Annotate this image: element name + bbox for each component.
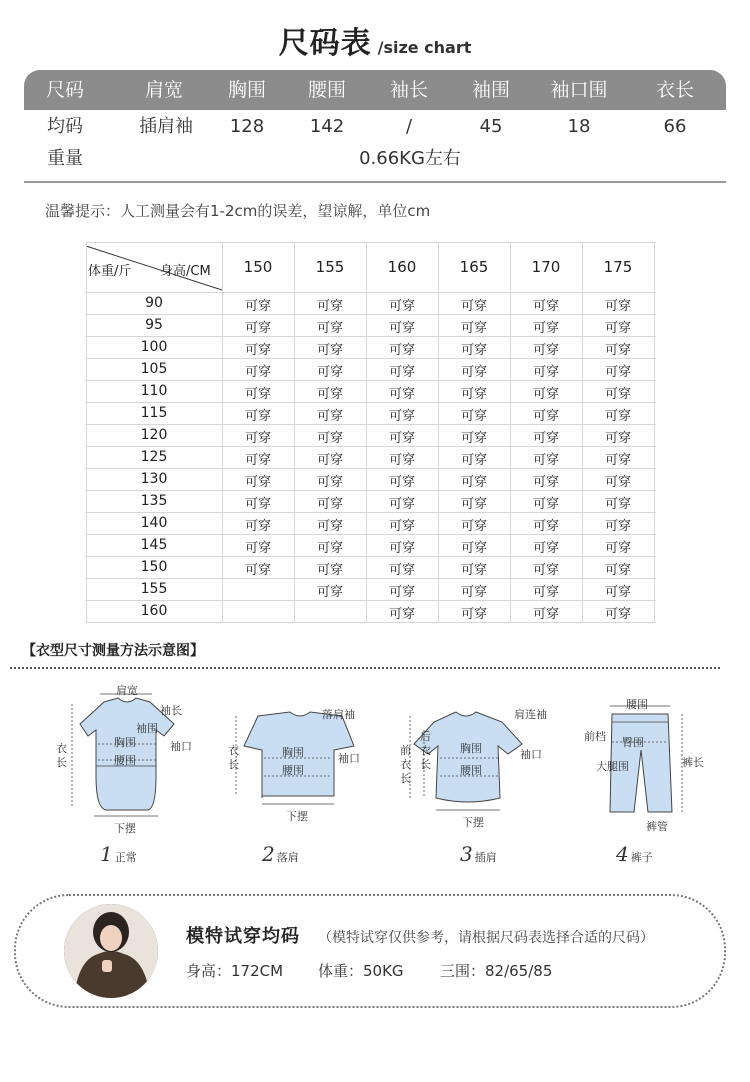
fit-cell: 可穿 [532, 321, 559, 336]
fit-cell: 可穿 [604, 475, 631, 490]
label-length: 衣长 [228, 744, 239, 771]
caption-normal: 1 正常 [100, 842, 137, 866]
model-height: 身高：172CM [186, 962, 284, 980]
label-rise: 前档 [584, 730, 606, 743]
figure-normal [52, 684, 202, 834]
corner-height-label: 身高/CM [160, 264, 211, 279]
fit-cell: 可穿 [460, 607, 487, 622]
height-header: 175 [603, 258, 633, 276]
label-hem: 下摆 [286, 810, 308, 823]
cell-size: 均码 [47, 116, 83, 137]
fit-cell: 可穿 [532, 299, 559, 314]
cell-sleeve-circ: 45 [479, 116, 503, 137]
header-sleeve-circ: 袖围 [471, 79, 510, 101]
fit-cell: 可穿 [388, 607, 415, 622]
label-shoulder: 肩宽 [116, 684, 138, 697]
fit-cell: 可穿 [604, 299, 631, 314]
height-header: 170 [531, 258, 561, 276]
fit-cell: 可穿 [532, 365, 559, 380]
figure-raglan [398, 700, 558, 830]
fit-cell: 可穿 [604, 431, 631, 446]
height-header: 150 [243, 258, 273, 276]
cell-length: 66 [663, 116, 687, 137]
label-thigh: 大腿围 [596, 760, 629, 773]
fit-cell: 可穿 [244, 387, 271, 402]
cell-cuff: 18 [567, 116, 591, 137]
fit-cell: 可穿 [244, 497, 271, 512]
height-header: 155 [315, 258, 345, 276]
weight-row-label: 95 [145, 317, 163, 333]
weight-row-label: 125 [140, 449, 168, 465]
fit-cell: 可穿 [316, 321, 343, 336]
fit-cell: 可穿 [532, 343, 559, 358]
grid-line [86, 534, 656, 535]
fit-cell: 可穿 [460, 497, 487, 512]
figure-pants [584, 698, 714, 833]
grid-line [86, 578, 656, 579]
weight-row-label: 105 [140, 361, 168, 377]
grid-line [86, 556, 656, 557]
fit-cell: 可穿 [604, 541, 631, 556]
cell-sleeve-length: / [405, 116, 413, 137]
label-hip: 臀围 [622, 736, 644, 749]
grid-line [654, 242, 655, 622]
fit-cell: 可穿 [604, 563, 631, 578]
label-hem: 下摆 [462, 816, 484, 829]
label-chest: 胸围 [114, 736, 136, 749]
fit-cell: 可穿 [532, 387, 559, 402]
label-cuff: 袖口 [170, 740, 192, 753]
fit-cell: 可穿 [244, 365, 271, 380]
fit-cell: 可穿 [388, 365, 415, 380]
fit-cell: 可穿 [244, 563, 271, 578]
fit-cell: 可穿 [388, 299, 415, 314]
fit-cell: 可穿 [388, 497, 415, 512]
grid-line [86, 336, 656, 337]
model-photo [64, 904, 158, 998]
fit-cell: 可穿 [460, 453, 487, 468]
size-table-header [24, 70, 726, 110]
label-chest: 胸围 [460, 742, 482, 755]
fit-cell: 可穿 [388, 321, 415, 336]
fit-cell: 可穿 [532, 409, 559, 424]
fit-cell: 可穿 [460, 387, 487, 402]
measurement-tip: 温馨提示：人工测量会有1-2cm的误差，望谅解，单位cm [45, 202, 431, 220]
model-measurements: 三围：82/65/85 [440, 962, 553, 980]
weight-value: 0.66KG左右 [359, 148, 461, 169]
label-back-length: 后衣长 [420, 730, 431, 771]
cell-waist: 142 [309, 116, 345, 137]
label-cuff: 袖口 [520, 748, 542, 761]
fit-cell: 可穿 [460, 519, 487, 534]
fit-cell: 可穿 [244, 321, 271, 336]
fit-cell: 可穿 [316, 563, 343, 578]
fit-cell: 可穿 [532, 607, 559, 622]
fit-cell: 可穿 [532, 453, 559, 468]
fit-cell: 可穿 [388, 519, 415, 534]
grid-line [86, 292, 656, 293]
fit-cell: 可穿 [388, 343, 415, 358]
model-title: 模特试穿均码 [186, 926, 300, 947]
fit-cell: 可穿 [604, 607, 631, 622]
header-sleeve-length: 袖长 [389, 79, 428, 101]
header-length: 衣长 [655, 79, 694, 101]
fit-cell: 可穿 [316, 541, 343, 556]
fit-cell: 可穿 [244, 541, 271, 556]
fit-cell: 可穿 [316, 497, 343, 512]
label-pant-length: 裤长 [682, 756, 704, 769]
label-hem: 下摆 [114, 822, 136, 835]
header-cuff: 袖口围 [550, 79, 608, 101]
grid-line [86, 512, 656, 513]
caption-drop-shoulder: 2 落肩 [262, 842, 299, 866]
measure-section-title: 【衣型尺寸测量方法示意图】 [22, 643, 204, 659]
grid-line [86, 600, 656, 601]
fit-cell: 可穿 [532, 431, 559, 446]
fit-cell: 可穿 [460, 563, 487, 578]
title-sub: /size chart [377, 38, 472, 57]
grid-line [86, 380, 656, 381]
fit-cell: 可穿 [388, 475, 415, 490]
fit-cell: 可穿 [460, 299, 487, 314]
fit-cell: 可穿 [604, 343, 631, 358]
fit-cell: 可穿 [532, 563, 559, 578]
fit-cell: 可穿 [316, 585, 343, 600]
grid-line [86, 490, 656, 491]
weight-row-label: 120 [140, 427, 168, 443]
fit-cell: 可穿 [316, 387, 343, 402]
fit-cell: 可穿 [244, 475, 271, 490]
figure-drop-shoulder [228, 700, 378, 830]
fit-cell: 可穿 [604, 585, 631, 600]
fit-cell: 可穿 [532, 585, 559, 600]
title-main: 尺码表 [278, 26, 372, 61]
fit-cell: 可穿 [532, 519, 559, 534]
label-cuff: 袖口 [338, 752, 360, 765]
label-waist: 腰围 [114, 754, 136, 767]
fit-cell: 可穿 [388, 585, 415, 600]
dotted-divider [10, 667, 720, 669]
weight-row-label: 145 [140, 537, 168, 553]
model-avatar [64, 904, 158, 998]
fit-cell: 可穿 [604, 519, 631, 534]
height-header: 165 [459, 258, 489, 276]
fit-cell: 可穿 [388, 541, 415, 556]
fit-cell: 可穿 [316, 519, 343, 534]
grid-line [86, 446, 656, 447]
label-front-length: 前衣长 [400, 744, 411, 785]
fit-cell: 可穿 [604, 387, 631, 402]
weight-row-label: 110 [140, 383, 168, 399]
fit-cell: 可穿 [244, 431, 271, 446]
caption-raglan: 3 插肩 [460, 842, 497, 866]
fit-cell: 可穿 [316, 453, 343, 468]
label-waist: 腰围 [626, 698, 648, 711]
fit-cell: 可穿 [316, 343, 343, 358]
fit-cell: 可穿 [532, 497, 559, 512]
fit-cell: 可穿 [244, 343, 271, 358]
fit-cell: 可穿 [532, 475, 559, 490]
grid-line [86, 424, 656, 425]
model-note: （模特试穿仅供参考，请根据尺码表选择合适的尺码） [318, 930, 654, 946]
header-size: 尺码 [45, 79, 84, 101]
grid-line [86, 314, 656, 315]
fit-cell: 可穿 [460, 365, 487, 380]
fit-cell: 可穿 [604, 321, 631, 336]
fit-cell: 可穿 [460, 585, 487, 600]
fit-cell: 可穿 [532, 541, 559, 556]
fit-cell: 可穿 [244, 519, 271, 534]
header-waist: 腰围 [307, 79, 346, 101]
weight-row-label: 90 [145, 295, 163, 311]
fit-cell: 可穿 [244, 409, 271, 424]
grid-line [86, 468, 656, 469]
weight-row-label: 155 [140, 581, 168, 597]
fit-cell: 可穿 [316, 431, 343, 446]
weight-row-label: 115 [140, 405, 168, 421]
header-shoulder: 肩宽 [144, 79, 183, 101]
weight-row-label: 130 [140, 471, 168, 487]
fit-cell: 可穿 [460, 321, 487, 336]
fit-cell: 可穿 [244, 299, 271, 314]
corner-weight-label: 体重/斤 [88, 264, 132, 279]
label-chest: 胸围 [282, 746, 304, 759]
weight-label: 重量 [47, 148, 83, 169]
weight-row-label: 160 [140, 603, 168, 619]
fit-cell: 可穿 [460, 541, 487, 556]
weight-row-label: 140 [140, 515, 168, 531]
cell-shoulder: 插肩袖 [139, 116, 193, 137]
fit-cell: 可穿 [604, 453, 631, 468]
label-sleeve-length: 袖长 [160, 704, 182, 717]
weight-row-label: 100 [140, 339, 168, 355]
page-title [0, 18, 750, 62]
grid-line [86, 402, 656, 403]
fit-grid [86, 242, 656, 622]
grid-line [86, 242, 656, 243]
caption-pants: 4 裤子 [616, 842, 653, 866]
grid-line [86, 358, 656, 359]
fit-cell: 可穿 [388, 409, 415, 424]
fit-cell: 可穿 [316, 409, 343, 424]
label-raglan: 肩连袖 [514, 708, 547, 721]
fit-cell: 可穿 [460, 409, 487, 424]
label-drop-sleeve: 落肩袖 [322, 708, 355, 721]
table-divider [24, 181, 726, 183]
fit-cell: 可穿 [316, 475, 343, 490]
fit-cell: 可穿 [388, 431, 415, 446]
fit-cell: 可穿 [388, 453, 415, 468]
fit-cell: 可穿 [604, 409, 631, 424]
header-chest: 胸围 [227, 79, 266, 101]
fit-cell: 可穿 [316, 299, 343, 314]
label-leg-opening: 裤管 [646, 820, 668, 833]
fit-cell: 可穿 [460, 475, 487, 490]
fit-cell: 可穿 [604, 497, 631, 512]
label-length: 衣长 [56, 742, 67, 769]
model-weight: 体重：50KG [318, 962, 404, 980]
fit-cell: 可穿 [460, 431, 487, 446]
cell-chest: 128 [229, 116, 265, 137]
label-waist: 腰围 [282, 764, 304, 777]
fit-cell: 可穿 [604, 365, 631, 380]
label-sleeve-circ: 袖围 [136, 722, 158, 735]
fit-cell: 可穿 [388, 563, 415, 578]
label-waist: 腰围 [460, 764, 482, 777]
weight-row-label: 135 [140, 493, 168, 509]
fit-cell: 可穿 [316, 365, 343, 380]
height-header: 160 [387, 258, 417, 276]
grid-line [86, 622, 656, 623]
fit-cell: 可穿 [460, 343, 487, 358]
fit-cell: 可穿 [244, 453, 271, 468]
weight-row-label: 150 [140, 559, 168, 575]
fit-cell: 可穿 [388, 387, 415, 402]
